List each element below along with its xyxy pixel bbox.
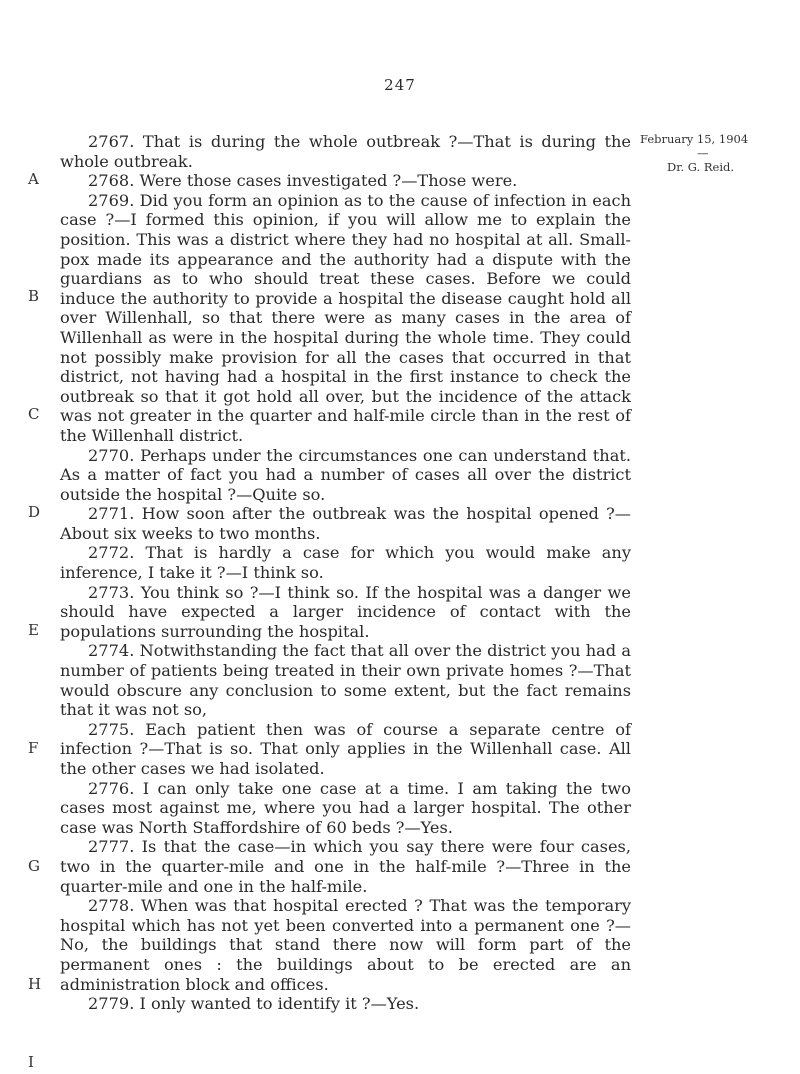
paragraph xyxy=(60,994,631,1014)
line-letter-g: G xyxy=(28,857,40,875)
paragraph-text: Notwithstanding the fact that all over the district you had a number of patients being treated in their own private homes ?—That would obscure any conclusion to some extent, but the fact remains that it was not so, xyxy=(60,641,631,720)
paragraph-text: Did you form an opinion as to the cause of infection in each case ?—I formed this opinion, if you will allow me to explain the position. This was a district where they had no hospital at all. Small-pox made its appearance and the authority had a dispute with the guardians as to who should treat these cases. Before we could induce the authority to provide a hospital the disease caught hold all over Willenhall, so that there were as many cases in the area of Willenhall as were in the hospital during the whole time. They could not possibly make provision for all the cases that occurred in that district, not having had a hospital in the first instance to check the outbreak so that it got hold all over, but the incidence of the attack was not greater in the quarter and half-mile circle than in the rest of the Willenhall district. xyxy=(60,190,631,445)
paragraph xyxy=(60,720,631,779)
paragraph xyxy=(60,779,631,838)
line-letter-h: H xyxy=(28,975,42,993)
question-number: 2774. xyxy=(88,641,135,661)
margin-date: February 15, 1904 xyxy=(640,132,749,146)
paragraph xyxy=(60,504,631,543)
paragraph-text: Were those cases investigated ?—Those were. xyxy=(139,171,518,191)
paragraph xyxy=(60,446,631,505)
question-number: 2779. xyxy=(88,994,135,1014)
paragraph-text: Each patient then was of course a separate centre of infection ?—That is so. That only applies in the Willenhall case. All the other cases we had isolated. xyxy=(60,719,631,778)
margin-dash: — xyxy=(697,146,709,160)
question-number: 2770. xyxy=(88,445,135,465)
paragraph-text: You think so ?—I think so. If the hospital was a danger we should have expected a larger incidence of contact with the populations surrounding the hospital. xyxy=(60,582,631,641)
paragraph-text: Perhaps under the circumstances one can understand that. As a matter of fact you had a number of cases all over the district outside the hospital ?—Quite so. xyxy=(60,445,631,504)
question-number: 2775. xyxy=(88,719,135,739)
line-letter-a: A xyxy=(28,170,39,188)
question-number: 2777. xyxy=(88,837,135,857)
question-number: 2768. xyxy=(88,171,135,191)
page-number: 247 xyxy=(384,76,416,94)
paragraph xyxy=(60,641,631,719)
paragraph xyxy=(60,837,631,896)
question-number: 2773. xyxy=(88,582,135,602)
paragraph-text: That is during the whole outbreak ?—That is during the whole outbreak. xyxy=(60,132,631,171)
testimony-text xyxy=(60,132,631,1014)
question-number: 2776. xyxy=(88,778,135,798)
line-letter-b: B xyxy=(28,287,40,305)
margin-witness: Dr. G. Reid. xyxy=(667,160,735,174)
paragraph-text: I can only take one case at a time. I am taking the two cases most against me, where you had a larger hospital. The other case was North Staffordshire of 60 beds ?—Yes. xyxy=(60,778,631,837)
paragraph xyxy=(60,543,631,582)
paragraph xyxy=(60,132,631,171)
paragraph xyxy=(60,191,631,446)
question-number: 2769. xyxy=(88,190,135,210)
paragraph-text: Is that the case—in which you say there were four cases, two in the quarter-mile and one in the half-mile ?—Three in the quarter-mile and one in the half-mile. xyxy=(60,837,631,896)
question-number: 2778. xyxy=(88,896,135,916)
paragraph xyxy=(60,171,631,191)
paragraph xyxy=(60,896,631,994)
question-number: 2767. xyxy=(88,132,135,151)
line-letter-c: C xyxy=(28,405,40,423)
question-number: 2771. xyxy=(88,504,135,524)
line-letter-f: F xyxy=(28,739,39,757)
paragraph-text: I only wanted to identify it ?—Yes. xyxy=(139,994,420,1014)
line-letter-i: I xyxy=(28,1053,34,1071)
line-letter-d: D xyxy=(28,503,41,521)
question-number: 2772. xyxy=(88,543,135,563)
paragraph xyxy=(60,583,631,642)
line-letter-e: E xyxy=(28,621,39,639)
paragraph-text: When was that hospital erected ? That was the temporary hospital which has not yet been converted into a permanent one ?—No, the buildings that stand there now will form part of the permanent ones : the buildings about to be erected are an administration block and offices. xyxy=(60,896,631,994)
paragraph-text: That is hardly a case for which you would make any inference, I take it ?—I think so. xyxy=(60,543,631,583)
paragraph-text: How soon after the outbreak was the hospital opened ?—About six weeks to two months. xyxy=(60,504,631,543)
